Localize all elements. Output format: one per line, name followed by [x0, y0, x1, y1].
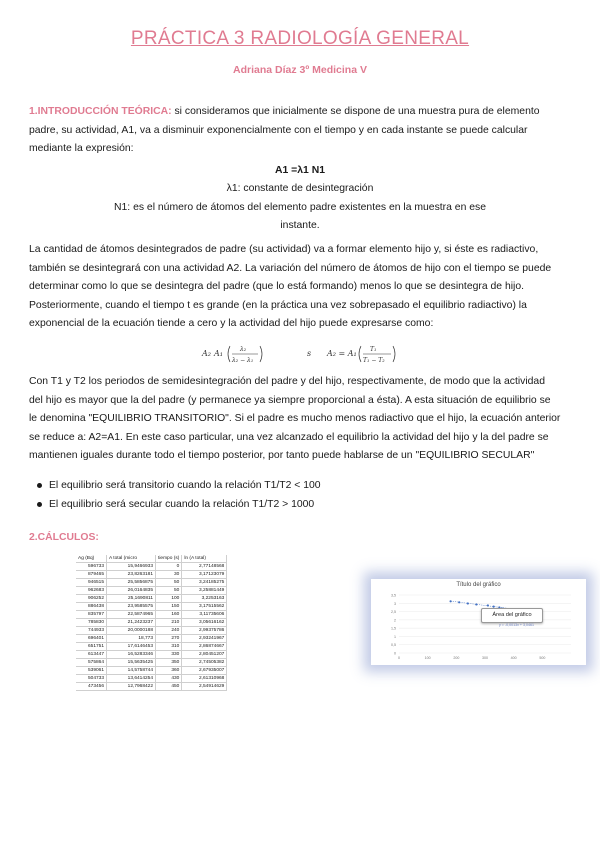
table-cell: 25,1690811 — [107, 595, 156, 603]
table-cell: 50 — [156, 579, 182, 587]
y-tick-label: 1 — [394, 634, 396, 639]
trendline-equation: y = -0,0013x + 3,0461 — [499, 623, 534, 627]
p2-line-5: exponencial de la ecuación tiende a cero y la actividad del hijo puede expresarse como: — [29, 318, 434, 330]
svg-text:λ₂: λ₂ — [240, 346, 247, 353]
paragraph-3 — [29, 373, 574, 466]
table-cell: 539061 — [76, 667, 107, 675]
table-cell: 613447 — [76, 651, 107, 659]
table-cell: 744933 — [76, 627, 107, 635]
data-table — [76, 555, 227, 691]
table-cell: 2,99375786 — [182, 627, 227, 635]
header-tiempo: tiempo (s) — [156, 555, 182, 563]
p3-line-3: le denomina "EQUILIBRIO TRANSITORIO". Si el padre es mucho menos radiactivo que el hijo, la ecuación anterior — [29, 413, 561, 425]
table-row — [76, 571, 227, 579]
table-cell: 3,24185275 — [182, 579, 227, 587]
table-cell: 962683 — [76, 587, 107, 595]
transient-equilibrium-formula — [200, 342, 280, 366]
page-title: PRÁCTICA 3 RADIOLOGÍA GENERAL — [130, 28, 470, 49]
bullet-secular: El equilibrio será secular cuando la relación T1/T2 > 1000 — [29, 495, 574, 514]
table-row — [76, 587, 227, 595]
svg-text:s: s — [307, 349, 312, 358]
p3-line-4: se reduce a: A2=A1. En este caso particular, una vez alcanzado el equilibrio la actividad del hijo y la del padre se — [29, 431, 549, 443]
x-tick-label: 0 — [398, 656, 400, 660]
table-cell: 3,17123079 — [182, 571, 227, 579]
svg-text:λ₂ − λ₁: λ₂ − λ₁ — [232, 357, 254, 364]
table-cell: 240 — [156, 627, 182, 635]
table-row — [76, 683, 227, 691]
svg-text:A₂: A₂ — [202, 349, 211, 358]
table-cell: 23,8263181 — [107, 571, 156, 579]
table-cell: 160 — [156, 611, 182, 619]
intro-line-1: si consideramos que inicialmente se dispone de una muestra pura de elemento — [171, 106, 540, 117]
simplified-formula — [305, 342, 401, 366]
table-row — [76, 579, 227, 587]
table-cell: 504733 — [76, 675, 107, 683]
table-cell: 100 — [156, 595, 182, 603]
p3-line-2: del hijo es mayor que la del padre (y permanece ya siempre proporcional a ésta). A esta situación de equilibrio se — [29, 394, 551, 406]
data-point — [450, 600, 452, 602]
y-tick-label: 2 — [394, 618, 396, 623]
intro-paragraph — [29, 103, 574, 159]
table-row — [76, 675, 227, 683]
p2-line-1: La cantidad de átomos desintegrados de padre (su actividad) va a formar elemento hijo y, si éste es radiactivo, — [29, 244, 539, 255]
table-cell: 20,0000188 — [107, 627, 156, 635]
p3-line-5: mantienen iguales durante todo el tiempo posterior, por tanto puede hablarse de un "EQUILIBRIO SECULAR" — [29, 450, 535, 462]
chart-panel — [371, 579, 586, 665]
formula-activity: A1 =λ1 N1 — [275, 165, 325, 176]
table-cell: 15,9466933 — [107, 563, 156, 571]
table-cell: 210 — [156, 619, 182, 627]
table-cell: 14,5758744 — [107, 667, 156, 675]
table-cell: 879465 — [76, 571, 107, 579]
table-cell: 785830 — [76, 619, 107, 627]
daughter-activity-formulas — [0, 342, 600, 366]
x-tick-label: 400 — [510, 656, 517, 660]
data-point — [458, 601, 460, 603]
table-cell: 18,773 — [107, 635, 156, 643]
y-tick-label: 0 — [394, 651, 396, 656]
table-cell: 2,77148568 — [182, 563, 227, 571]
x-tick-label: 100 — [424, 656, 431, 660]
x-tick-label: 200 — [453, 656, 460, 660]
table-row — [76, 635, 227, 643]
table-cell: 2,80451207 — [182, 651, 227, 659]
header-a-total: A total (micro — [107, 555, 156, 563]
table-cell: 310 — [156, 643, 182, 651]
table-row — [76, 563, 227, 571]
n-definition-line-1: N1: es el número de átomos del elemento padre existentes en la muestra en ese — [114, 202, 486, 213]
table-cell: 651751 — [76, 643, 107, 651]
n-definition-line-2: instante. — [280, 220, 320, 231]
table-row — [76, 627, 227, 635]
table-cell: 25,5856875 — [107, 579, 156, 587]
svg-text:T₁: T₁ — [370, 346, 377, 353]
p2-line-4: Posteriormente, cuando el tiempo t es grande (en la práctica una vez sobrepasado el equilibrio radiactivo) la — [29, 299, 527, 311]
chart-title: Título del gráfico — [456, 582, 501, 588]
y-tick-label: 1,5 — [391, 626, 396, 631]
table-cell: 50 — [156, 587, 182, 595]
table-cell: 330 — [156, 651, 182, 659]
section1-heading: 1.INTRODUCCIÓN TEÓRICA: — [29, 106, 172, 117]
table-cell: 2,61310968 — [182, 675, 227, 683]
table-cell: 3,05616162 — [182, 619, 227, 627]
table-cell: 886438 — [76, 603, 107, 611]
table-cell: 3,17515562 — [182, 603, 227, 611]
svg-text:T₁ − T₂: T₁ − T₂ — [363, 357, 385, 364]
table-cell: 473456 — [76, 683, 107, 691]
data-point — [475, 603, 477, 605]
y-tick-label: 3,5 — [391, 593, 396, 598]
y-tick-label: 3 — [394, 601, 396, 606]
header-ln-a: ln (A total) — [182, 555, 227, 563]
table-row — [76, 643, 227, 651]
section2-heading: 2.CÁLCULOS: — [29, 532, 99, 543]
table-row — [76, 619, 227, 627]
y-tick-label: 0,5 — [391, 643, 396, 648]
table-cell: 2,74505382 — [182, 659, 227, 667]
table-cell: 2,93241967 — [182, 635, 227, 643]
table-cell: 360 — [156, 667, 182, 675]
equilibrium-bullets — [29, 476, 574, 514]
intro-line-2: padre, su actividad, A1, va a disminuir exponencialmente con el tiempo y en cada instante se puede calcular — [29, 124, 528, 136]
table-cell: 596733 — [76, 563, 107, 571]
table-row — [76, 667, 227, 675]
table-cell: 23,9585575 — [107, 603, 156, 611]
chart-area-tooltip: Área del gráfico — [481, 608, 543, 623]
table-cell: 15,5635425 — [107, 659, 156, 667]
table-row — [76, 651, 227, 659]
p2-line-3: determinar como lo que se desintegra del padre (que lo está formando) menos lo que se desintegra de hijo. — [29, 281, 525, 293]
table-cell: 21,2423237 — [107, 619, 156, 627]
x-tick-label: 500 — [539, 656, 546, 660]
table-cell: 26,0164835 — [107, 587, 156, 595]
table-cell: 270 — [156, 635, 182, 643]
table-row — [76, 595, 227, 603]
table-cell: 16,5283346 — [107, 651, 156, 659]
table-cell: 696401 — [76, 635, 107, 643]
table-cell: 350 — [156, 659, 182, 667]
table-cell: 3,2253163 — [182, 595, 227, 603]
header-ag: Ag (Bq) — [76, 555, 107, 563]
intro-line-3: mediante la expresión: — [29, 143, 134, 155]
paragraph-2 — [29, 241, 574, 334]
p2-line-2: también se desintegrará con una actividad A2. La variación del número de átomos de hijo con el tiempo se puede — [29, 262, 552, 274]
y-tick-label: 2,5 — [391, 610, 396, 615]
table-cell: 22,5874965 — [107, 611, 156, 619]
table-cell: 0 — [156, 563, 182, 571]
data-point — [467, 602, 469, 604]
table-cell: 150 — [156, 603, 182, 611]
table-row — [76, 659, 227, 667]
table-cell: 2,86874667 — [182, 643, 227, 651]
data-point — [487, 604, 489, 606]
table-cell: 13,6414254 — [107, 675, 156, 683]
table-cell: 2,54914629 — [182, 683, 227, 691]
table-cell: 430 — [156, 675, 182, 683]
table-cell: 12,7968422 — [107, 683, 156, 691]
table-cell: 575864 — [76, 659, 107, 667]
table-header-row — [76, 555, 227, 563]
lambda-definition: λ1: constante de desintegración — [226, 183, 374, 194]
table-row — [76, 603, 227, 611]
table-cell: 906252 — [76, 595, 107, 603]
table-cell: 835797 — [76, 611, 107, 619]
author-line: Adriana Díaz 3º Medicina V — [233, 64, 367, 76]
table-cell: 946515 — [76, 579, 107, 587]
table-row — [76, 611, 227, 619]
svg-text:A₁: A₁ — [214, 349, 223, 358]
table-cell: 2,67935007 — [182, 667, 227, 675]
bullet-transient: El equilibrio será transitorio cuando la relación T1/T2 < 100 — [29, 476, 574, 495]
svg-text:A₂ = A₁: A₂ = A₁ — [327, 349, 357, 358]
x-tick-label: 300 — [482, 656, 488, 660]
scatter-chart — [371, 579, 586, 665]
p3-line-1: Con T1 y T2 los periodos de semidesintegración del padre y del hijo, respectivamente, de modo que la actividad — [29, 376, 545, 387]
table-cell: 3,11735606 — [182, 611, 227, 619]
table-cell: 450 — [156, 683, 182, 691]
table-cell: 17,6146453 — [107, 643, 156, 651]
table-cell: 30 — [156, 571, 182, 579]
table-cell: 3,25881449 — [182, 587, 227, 595]
